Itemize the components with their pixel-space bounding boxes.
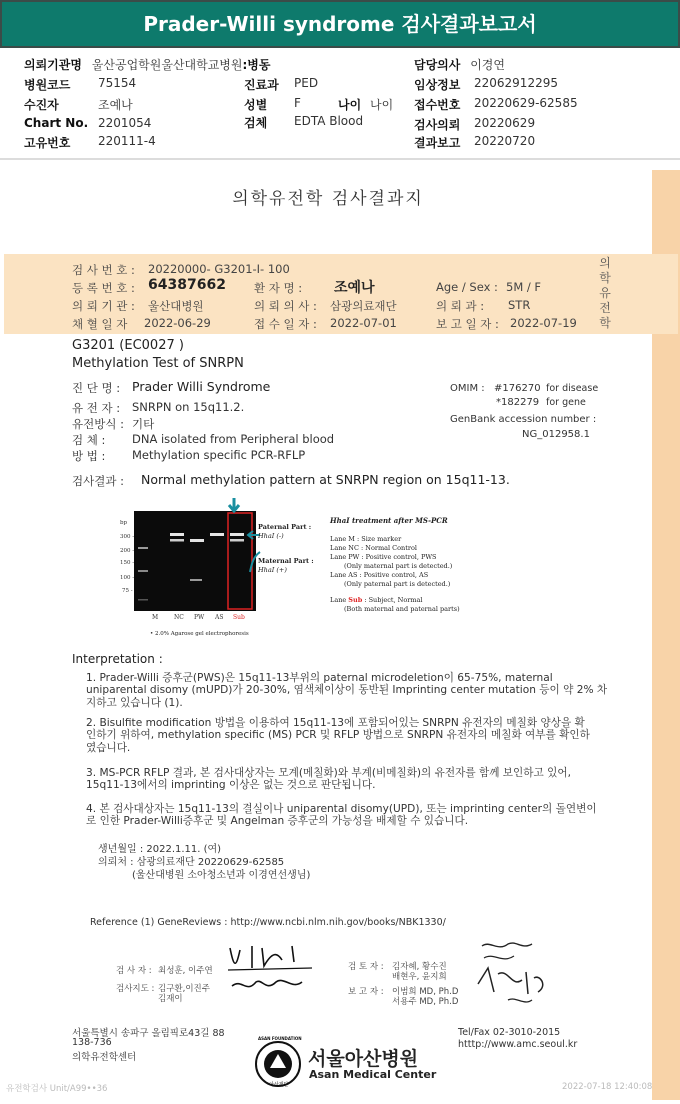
report-date-value: 20220720 (474, 134, 536, 148)
reviewer-label: 검 토 자 : (348, 962, 384, 972)
receipt-no-value: 20220629-62585 (474, 96, 578, 110)
legend-item: (Both maternal and paternal parts) (344, 605, 460, 613)
reviewer-names: 김자혜, 황수진 (392, 962, 447, 972)
interpretation-item: 4. 본 검사대상자는 15q11-13의 결실이나 uniparental disomy(UPD), 또는 imprinting center의 돌연변이 로 인한 Prader-Willi증후군 및 Angelman 증후군의 가능성을 배제할 수 있습니다. (86, 803, 597, 828)
address-line-2: 138-736 (72, 1037, 112, 1048)
reporter-names: 이범희 MD, Ph.D (392, 987, 459, 997)
reference: Reference (1) GeneReviews : http://www.ncbi.nlm.nih.gov/books/NBK1330/ (90, 917, 446, 928)
bp-label: bp (120, 520, 128, 526)
approver-names-2: 김재이 (158, 994, 183, 1004)
legend-item: Lane AS : Positive control, AS (330, 571, 429, 579)
result-label: 검사결과 : (72, 474, 124, 488)
specimen-value: EDTA Blood (294, 114, 364, 128)
patient-label: 수진자 (24, 98, 59, 112)
age-value: 나이 (370, 98, 394, 112)
draw-date-value: 2022-06-29 (144, 316, 211, 330)
sample-value: DNA isolated from Peripheral blood (132, 432, 335, 446)
test-no-value: 20220000- G3201-I- 100 (148, 262, 290, 276)
omim-gene-id: *182279 (496, 397, 540, 408)
legend-item-sub: Lane Sub : Subject, Normal (330, 596, 423, 604)
reviewer-signature (468, 938, 558, 1012)
lane-label-sub: Sub (233, 614, 245, 621)
band (138, 570, 148, 572)
age-label: 나이 (338, 98, 362, 112)
unique-no-value: 220111-4 (98, 134, 156, 148)
draw-date-label: 채 혈 일 자 (72, 317, 128, 331)
institution-value: 울산공업학원울산대학교병원 (91, 58, 243, 72)
hospital-name-ko: 서울아산병원 (308, 1048, 419, 1070)
reg-no-value: 64387662 (148, 277, 226, 293)
interpretation-item: 3. MS-PCR RFLP 결과, 본 검사대상자는 모계(메칠화)와 부계(비메칠화)의 유전자를 함께 보인하고 있어, 15q11-13에서의 imprinting 이상은 없는 것으로 판단됩니다. (86, 767, 571, 792)
address-line-1: 서울특별시 송파구 올림픽로43길 88 (72, 1028, 225, 1039)
omim-disease-id: #176270 (494, 383, 541, 394)
lane-label: M (152, 614, 159, 621)
bp-tick: 150 - (120, 560, 135, 566)
department: 의학유전학센터 (72, 1052, 137, 1063)
omim-label: OMIM : (450, 383, 485, 394)
report-date-label: 결과보고 (414, 136, 461, 150)
test-name: Methylation Test of SNRPN (72, 356, 244, 371)
legend-item: Lane PW : Positive control, PWS (330, 553, 437, 561)
test-no-label: 검 사 번 호 : (72, 263, 135, 277)
req-inst-label: 의 뢰 기 관 : (72, 299, 135, 313)
req-doctor-value: 삼광의료재단 (330, 299, 397, 313)
sample-label: 검 체 : (72, 433, 106, 447)
gel-caption: • 2.0% Agarose gel electrophoresis (150, 631, 249, 637)
approver-label: 검사지도 : (116, 984, 155, 994)
bp-tick: 75 - (122, 588, 133, 594)
sex-label: 성별 (244, 98, 268, 112)
omim-disease-note: for disease (546, 383, 599, 394)
treatment-title: HhaI treatment after MS-PCR (330, 516, 448, 525)
method-label: 방 법 : (72, 449, 106, 463)
approver-names: 김구환,이진주 (158, 984, 210, 994)
recv-date-label: 접 수 일 자 : (254, 317, 317, 331)
doctor-label: 담당의사 (414, 58, 461, 72)
recv-date-value: 2022-07-01 (330, 316, 397, 330)
website-url: htttp://www.amc.seoul.kr (458, 1039, 578, 1050)
birth-date: 생년월일 : 2022.1.11. (여) (98, 844, 222, 855)
omim-gene-note: for gene (546, 397, 586, 408)
genbank-value: NG_012958.1 (522, 429, 590, 440)
gene-value: SNRPN on 15q11.2. (132, 400, 245, 414)
diagnosis-label: 진 단 명 : (72, 381, 121, 395)
patient-info-block (0, 50, 680, 154)
band (210, 533, 224, 536)
band (190, 539, 204, 542)
ward-value: STR (508, 298, 531, 312)
report-date-band-value: 2022-07-19 (510, 316, 577, 330)
legend-item: Lane NC : Normal Control (330, 544, 417, 552)
maternal-part: Maternal Part : (258, 557, 314, 565)
requester-detail: (울산대병원 소아청소년과 이경연선생님) (132, 870, 311, 881)
report-title: Prader-Willi syndrome 검사결과보고서 (143, 12, 537, 36)
tel-fax: Tel/Fax 02-3010-2015 (458, 1027, 561, 1038)
band (170, 539, 184, 542)
paternal-part: Paternal Part : (258, 523, 312, 531)
hospital-name-en: Asan Medical Center (309, 1068, 437, 1081)
genbank-label: GenBank accession number : (450, 414, 597, 425)
lane-label: AS (215, 614, 224, 621)
interpretation-item: 1. Prader-Willi 증후군(PWS)은 15q11-13부위의 paternal microdeletion이 65-75%, maternal uniparental disomy (mUPD)가 20-30%, 염색체이상이 동반된 Imprinting center mutation 등이 약 2% 차 지하고 있습니다 (1). (86, 672, 608, 709)
age-sex-value: 5M / F (506, 280, 542, 294)
report-title-bar (0, 0, 680, 48)
band (190, 579, 202, 581)
document-title: 의학유전학 검사결과지 (232, 189, 424, 209)
ward-label: 의 뢰 과 : (436, 299, 485, 313)
req-inst-value: 울산대병원 (148, 299, 204, 313)
inheritance-value: 기타 (132, 417, 155, 431)
lane-label: NC (174, 614, 184, 621)
receipt-no-label: 접수번호 (414, 98, 461, 112)
seal-top-text: ASAN FOUNDATION (258, 1036, 302, 1041)
inheritance-label: 유전방식 : (72, 417, 124, 431)
result-value: Normal methylation pattern at SNRPN region on 15q11-13. (141, 472, 510, 487)
lane-label: PW (194, 614, 205, 621)
hospital-code-label: 병원코드 (24, 78, 71, 92)
clinical-info-label: 임상정보 (414, 78, 461, 92)
band (170, 533, 184, 536)
institution-label: 의뢰기관명 (24, 58, 82, 72)
diagnosis-value: Prader Willi Syndrome (132, 379, 271, 394)
institution-ward: :병동 (242, 58, 271, 72)
request-date-value: 20220629 (474, 116, 536, 130)
req-doctor-label: 의 뢰 의 사 : (254, 299, 317, 313)
bp-tick: 100 - (120, 575, 135, 581)
report-info-band (4, 254, 678, 334)
bp-tick: 200 - (120, 548, 135, 554)
sex-value: F (294, 96, 301, 110)
specimen-label: 검체 (244, 116, 268, 130)
side-label: 의 학 유 전 학 (599, 256, 611, 330)
reviewer-names-2: 배현우, 윤지희 (392, 972, 447, 982)
reporter-names-2: 서용주 MD, Ph.D (392, 997, 459, 1007)
test-code: G3201 (EC0027 ) (72, 338, 184, 353)
gene-label: 유 전 자 : (72, 401, 121, 415)
department-label: 진료과 (244, 78, 279, 92)
age-sex-label: Age / Sex : (436, 280, 498, 294)
bp-tick: 300 - (120, 534, 135, 540)
divider (0, 158, 680, 160)
legend-item: (Only paternal part is detected.) (344, 580, 451, 588)
chart-no-label: Chart No. (24, 116, 89, 130)
clinical-info-value: 22062912295 (474, 76, 558, 90)
chart-no-value: 2201054 (98, 116, 152, 130)
interpretation-title: Interpretation : (72, 652, 163, 666)
band (138, 599, 148, 601)
patient-name-value: 조예나 (334, 280, 375, 296)
requester: 의뢰처 : 삼광의료재단 20220629-62585 (98, 857, 285, 868)
report-date-band-label: 보 고 일 자 : (436, 317, 499, 331)
band (138, 547, 148, 549)
unique-no-label: 고유번호 (24, 136, 71, 150)
department-value: PED (294, 76, 319, 90)
patient-name-label: 환 자 명 : (254, 281, 303, 295)
reg-no-label: 등 록 번 호 : (72, 281, 135, 295)
scanned-report (4, 170, 652, 1100)
patient-value: 조예나 (98, 98, 133, 112)
doctor-value: 이경연 (470, 58, 505, 72)
tester-label: 검 사 자 : (116, 966, 152, 976)
reporter-label: 보 고 자 : (348, 987, 384, 997)
stamp-right: 2022-07-18 12:40:08 (562, 1082, 653, 1092)
interpretation-item: 2. Bisulfite modification 방법을 이용하여 15q11-13에 포함되어있는 SNRPN 유전자의 메칠화 양상을 확 인하기 위하여, methylation specific (MS) PCR 및 RFLP 방법으로 SNRPN 유전자의 메칠화 여부를 확인하 였습니다. (86, 717, 590, 754)
maternal-enzyme: HhaI (+) (258, 566, 287, 574)
method-value: Methylation specific PCR-RFLP (132, 448, 306, 462)
tester-signature (222, 938, 322, 998)
hospital-code-value: 75154 (98, 76, 137, 90)
legend-item: Lane M : Size marker (330, 535, 402, 543)
request-date-label: 검사의뢰 (414, 118, 461, 132)
legend-item: (Only maternal part is detected.) (344, 562, 453, 570)
seal-bottom-text: 아산재단 (269, 1082, 289, 1088)
paternal-enzyme: HhaI (-) (258, 532, 284, 540)
stamp-left: 유전학검사 Unit/A99••36 (6, 1084, 108, 1094)
tester-names: 최성훈, 이주연 (158, 966, 213, 976)
